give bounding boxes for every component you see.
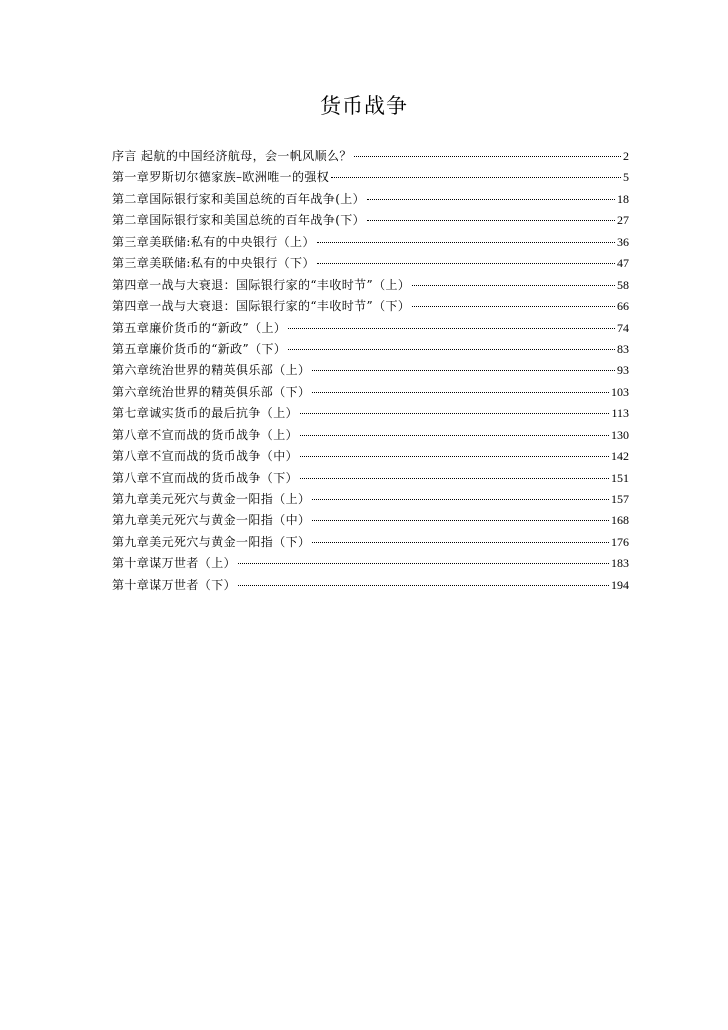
toc-entry[interactable] (112, 511, 629, 532)
toc-entry-page-number: 36 (617, 234, 629, 249)
toc-entry-title: 第二章国际银行家和美国总统的百年战争(下） (112, 213, 366, 228)
toc-entry[interactable] (112, 469, 629, 490)
toc-dot-leader (412, 285, 615, 286)
toc-dot-leader (300, 413, 609, 414)
toc-entry[interactable] (112, 276, 629, 297)
document-title: 货币战争 (320, 94, 408, 118)
toc-entry-page-number: 58 (617, 277, 629, 292)
toc-entry-page-number: 74 (617, 320, 629, 335)
toc-entry[interactable] (112, 404, 629, 425)
toc-entry[interactable] (112, 361, 629, 382)
toc-dot-leader (300, 478, 609, 479)
toc-entry-title: 第七章诚实货币的最后抗争（上） (112, 406, 299, 421)
toc-dot-leader (312, 370, 615, 371)
toc-entry-title: 第十章谋万世者（下） (112, 577, 237, 592)
toc-entry-title: 第六章统治世界的精英俱乐部（上） (112, 363, 311, 378)
toc-entry-page-number: 103 (611, 384, 629, 399)
toc-entry-title: 第九章美元死穴与黄金一阳指（上） (112, 492, 311, 506)
toc-entry-page-number: 176 (611, 534, 629, 549)
toc-entry-page-number: 157 (611, 492, 629, 506)
toc-entry-title: 第六章统治世界的精英俱乐部（下） (112, 384, 311, 399)
toc-entry-page-number: 130 (611, 427, 629, 442)
toc-entry[interactable] (112, 554, 629, 575)
toc-entry[interactable] (112, 233, 629, 254)
toc-entry-title: 序言 起航的中国经济航母，会一帆风顺么？ (112, 149, 352, 163)
toc-entry-page-number: 168 (611, 513, 629, 528)
toc-entry[interactable] (112, 211, 629, 232)
toc-entry[interactable] (112, 147, 629, 168)
toc-entry-title: 第五章廉价货币的“新政”（下） (112, 341, 287, 356)
toc-entry-title: 第二章国际银行家和美国总统的百年战争(上） (112, 191, 366, 206)
toc-entry[interactable] (112, 426, 629, 447)
toc-entry-page-number: 27 (617, 213, 629, 228)
toc-dot-leader (354, 156, 621, 157)
toc-entry-page-number: 142 (611, 449, 629, 464)
toc-entry-title: 第一章罗斯切尔德家族–欧洲唯一的强权 (112, 170, 330, 185)
toc-dot-leader (300, 456, 609, 457)
toc-entry-title: 第五章廉价货币的“新政”（上） (112, 320, 287, 335)
toc-dot-leader (312, 392, 609, 393)
toc-entry-page-number: 18 (617, 191, 629, 206)
toc-dot-leader (312, 499, 609, 500)
toc-dot-leader (367, 199, 615, 200)
toc-entry-title: 第四章一战与大衰退：国际银行家的“丰收时节”（下） (112, 299, 411, 314)
toc-entry[interactable] (112, 340, 629, 361)
toc-entry[interactable] (112, 533, 629, 554)
toc-entry-page-number: 113 (611, 406, 629, 421)
toc-entry-page-number: 183 (611, 556, 629, 571)
toc-entry[interactable] (112, 190, 629, 211)
toc-entry-page-number: 5 (623, 170, 629, 185)
toc-entry[interactable] (112, 297, 629, 318)
toc-dot-leader (331, 177, 621, 178)
toc-entry-page-number: 66 (617, 299, 629, 314)
toc-dot-leader (367, 220, 615, 221)
toc-entry-title: 第四章一战与大衰退：国际银行家的“丰收时节”（上） (112, 277, 411, 292)
toc-entry-title: 第八章不宣而战的货币战争（下） (112, 470, 299, 485)
toc-dot-leader (317, 242, 615, 243)
toc-entry[interactable] (112, 447, 629, 468)
toc-entry-title: 第八章不宣而战的货币战争（中） (112, 449, 299, 464)
toc-entry-title: 第十章谋万世者（上） (112, 556, 237, 571)
toc-entry[interactable] (112, 576, 629, 597)
toc-entry[interactable] (112, 319, 629, 340)
toc-entry-title: 第九章美元死穴与黄金一阳指（中） (112, 513, 311, 528)
toc-dot-leader (238, 585, 609, 586)
toc-entry-page-number: 93 (617, 363, 629, 378)
toc-entry-title: 第三章美联储:私有的中央银行（下） (112, 256, 315, 271)
toc-entry-title: 第九章美元死穴与黄金一阳指（下） (112, 534, 311, 549)
toc-entry-page-number: 83 (617, 341, 629, 356)
toc-dot-leader (300, 435, 609, 436)
toc-dot-leader (412, 306, 615, 307)
toc-dot-leader (288, 328, 615, 329)
toc-entry-page-number: 194 (611, 577, 629, 592)
toc-dot-leader (288, 349, 615, 350)
toc-entry-page-number: 151 (611, 470, 629, 485)
toc-entry[interactable] (112, 490, 629, 511)
toc-dot-leader (317, 263, 615, 264)
toc-dot-leader (312, 542, 609, 543)
toc-entry[interactable] (112, 254, 629, 275)
toc-entry-title: 第三章美联储:私有的中央银行（上） (112, 234, 315, 249)
toc-entry-page-number: 47 (617, 256, 629, 271)
toc-entry-page-number: 2 (623, 149, 629, 163)
table-of-contents (112, 147, 629, 597)
toc-dot-leader (238, 563, 609, 564)
toc-entry-title: 第八章不宣而战的货币战争（上） (112, 427, 299, 442)
toc-dot-leader (312, 520, 609, 521)
toc-entry[interactable] (112, 383, 629, 404)
toc-entry[interactable] (112, 168, 629, 189)
